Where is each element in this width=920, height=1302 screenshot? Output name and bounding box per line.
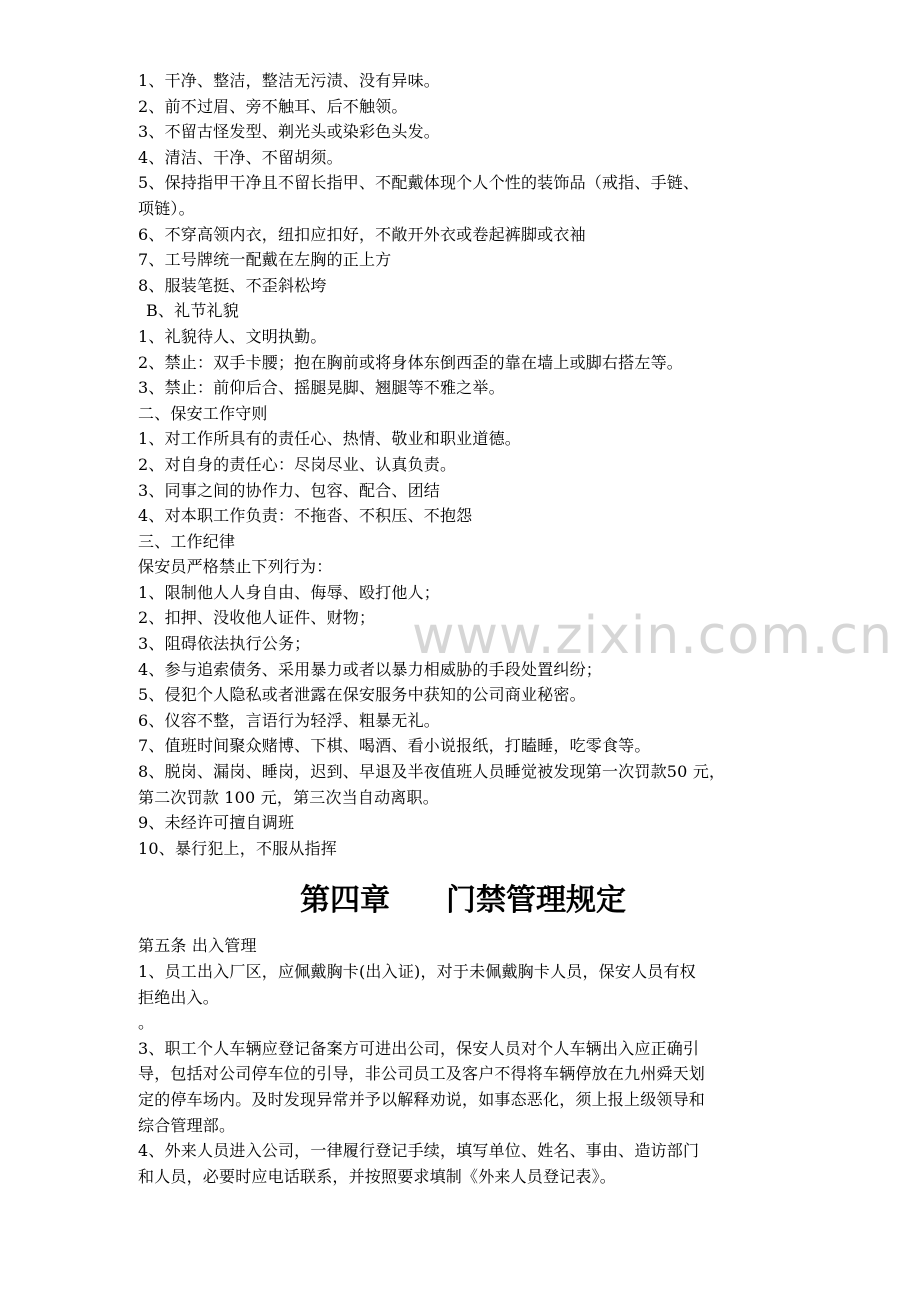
section-heading: 三、工作纪律 (138, 531, 236, 551)
rule-line: 3、阻碍依法执行公务； (138, 634, 311, 654)
etiquette-section (138, 298, 788, 400)
section-heading: 二、保安工作守则 (138, 403, 268, 423)
rule-line: 1、限制他人人身自由、侮辱、殴打他人； (138, 582, 440, 602)
section-heading: B、礼节礼貌 (146, 301, 239, 321)
appearance-rules (138, 68, 788, 298)
rule-line: 7、值班时间聚众赌博、下棋、喝酒、看小说报纸，打瞌睡，吃零食等。 (138, 736, 651, 756)
rule-line: 1、礼貌待人、文明执勤。 (138, 326, 327, 346)
rule-line: 1、干净、整洁，整洁无污渍、没有异味。 (138, 71, 440, 90)
rule-line: 10、暴行犯上，不服从指挥 (138, 838, 337, 858)
rule-line: 8、脱岗、漏岗、睡岗，迟到、早退及半夜值班人员睡觉被发现第一次罚款50 元， (138, 762, 726, 782)
rule-line: 4、对本职工作负责：不拖沓、不积压、不抱怨 (138, 506, 473, 526)
rule-line: 项链）。 (138, 198, 195, 218)
rule-line: 2、扣押、没收他人证件、财物； (138, 608, 376, 628)
rule-line: 1、员工出入厂区，应佩戴胸卡(出入证)，对于未佩戴胸卡人员，保安人员有权 (138, 962, 696, 981)
watermark-text: www.zixin.com.cn (412, 606, 893, 666)
chapter-title (138, 881, 788, 921)
rule-line: 5、侵犯个人隐私或者泄露在保安服务中获知的公司商业秘密。 (138, 685, 586, 705)
rule-line: 3、禁止：前仰后合、摇腿晃脚、翘腿等不雅之举。 (138, 378, 505, 398)
rule-line: 综合管理部。 (138, 1115, 236, 1135)
rule-line: 9、未经许可擅自调班 (138, 813, 295, 833)
rule-line: 7、工号牌统一配戴在左胸的正上方 (138, 250, 392, 270)
rule-line: 定的停车场内。及时发现异常并予以解释劝说，如事态恶化，须上报上级领导和 (138, 1089, 706, 1109)
rule-line: 2、前不过眉、旁不触耳、后不触领。 (138, 96, 408, 116)
rule-line: 2、对自身的责任心：尽岗尽业、认真负责。 (138, 454, 457, 474)
rule-line: 拒绝出入。 (138, 987, 220, 1007)
discipline-section (138, 529, 788, 862)
rule-line: 8、服装笔挺、不歪斜松垮 (138, 275, 327, 295)
chapter-name: 门禁管理规定 (446, 883, 626, 919)
rule-line: 第二次罚款 100 元，第三次当自动离职。 (138, 787, 439, 807)
rule-line: 6、仪容不整，言语行为轻浮、粗暴无礼。 (138, 710, 440, 730)
access-management-section (138, 933, 788, 1189)
rule-line: 和人员，必要时应电话联系，并按照要求填制《外来人员登记表》。 (138, 1166, 617, 1186)
rule-line: 导，包括对公司停车位的引导，非公司员工及客户不得将车辆停放在九州舜天划 (138, 1064, 706, 1084)
rule-line: 3、职工个人车辆应登记备案方可进出公司，保安人员对个人车辆出入应正确引 (138, 1038, 700, 1058)
section-intro: 保安员严格禁止下列行为： (138, 557, 333, 577)
rule-line: 6、不穿高领内衣，纽扣应扣好，不敞开外衣或卷起裤脚或衣袖 (138, 224, 586, 244)
rule-line: 1、对工作所具有的责任心、热情、敬业和职业道德。 (138, 429, 521, 449)
rule-line: 。 (138, 1013, 155, 1033)
rule-line: 3、不留古怪发型、剃光头或染彩色头发。 (138, 122, 440, 142)
chapter-number: 第四章 (300, 883, 390, 919)
rule-line: 2、禁止：双手卡腰；抱在胸前或将身体东倒西歪的靠在墙上或脚右搭左等。 (138, 352, 683, 372)
document-body (138, 68, 788, 1189)
work-code-section (138, 401, 788, 529)
rule-line: 4、参与追索债务、采用暴力或者以暴力相威胁的手段处置纠纷； (138, 659, 602, 679)
section-heading: 第五条 出入管理 (138, 936, 257, 956)
rule-line: 3、同事之间的协作力、包容、配合、团结 (138, 480, 440, 500)
rule-line: 5、保持指甲干净且不留长指甲、不配戴体现个人个性的装饰品（戒指、手链、 (138, 173, 700, 193)
rule-line: 4、外来人员进入公司，一律履行登记手续，填写单位、姓名、事由、造访部门 (138, 1141, 700, 1161)
rule-line: 4、清洁、干净、不留胡须。 (138, 147, 343, 167)
